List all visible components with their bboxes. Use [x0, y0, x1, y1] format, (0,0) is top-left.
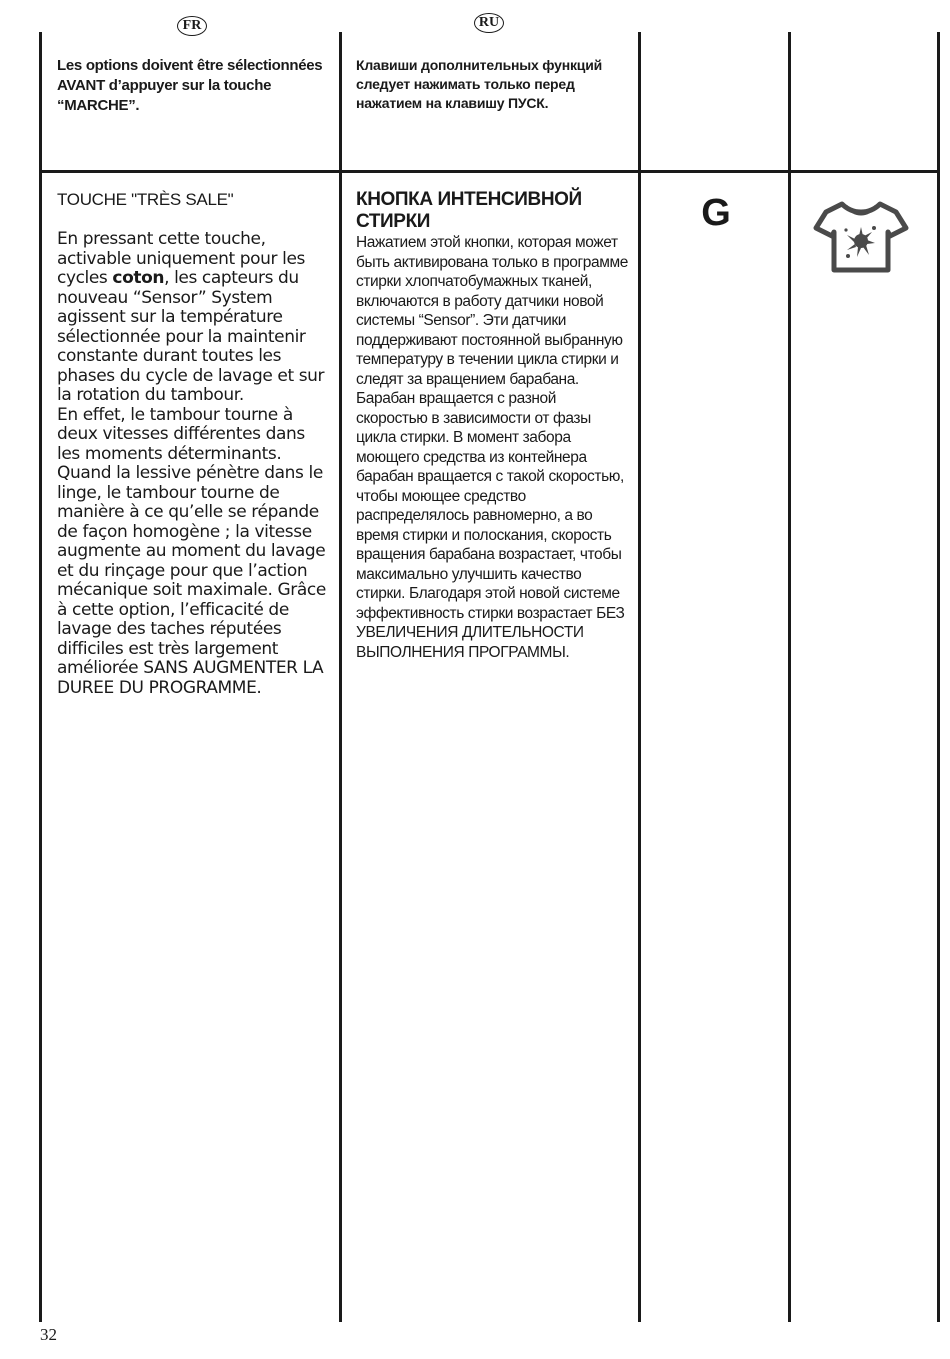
column-rule [788, 32, 791, 1322]
section-title-ru: КНОПКА ИНТЕНСИВНОЙ СТИРКИ [356, 189, 582, 232]
body-emphasis: coton [112, 268, 165, 288]
stained-shirt-icon [812, 198, 910, 274]
body-text: En pressant cette touche, activable uniquement pour les cycles [57, 229, 305, 288]
column-rule [937, 32, 940, 1322]
section-body-fr [57, 230, 332, 698]
note-ru: Клавиши дополнительных функций следует нажимать только перед нажатием на клавишу ПУСК. [356, 57, 603, 111]
language-badge-fr: FR [177, 16, 207, 36]
column-rule [638, 32, 641, 1322]
section-title-fr: TOUCHE "TRÈS SALE" [57, 190, 234, 209]
column-rule [339, 32, 342, 1322]
language-badge-ru: RU [474, 13, 504, 33]
page-number: 32 [40, 1325, 57, 1344]
body-text: , les capteurs du nouveau “Sensor” System agissent sur la température sélectionnée pour la maintenir constante durant toutes les phases du cycle de lavage et sur la rotation du tambour. En effet, le tambour tourne à deux vitesses différentes dans les moments déterminants. Quand la lessive pénètre dans le linge, le tambour tourne de manière à ce qu’elle se répande de façon homogène ; la vitesse augmente au moment du lavage et du rinçage pour que l’action mécanique soit maximale. Grâce à cette option, l’efficacité de lavage des taches réputées difficiles est très largement améliorée SANS AUGMENTER LA DUREE DU PROGRAMME. [57, 268, 326, 698]
note-fr: Les options doivent être sélectionnées AVANT d’appuyer sur la touche “MARCHE”. [57, 57, 323, 114]
row-divider [39, 170, 940, 173]
option-letter: G [701, 192, 731, 234]
section-body-ru: Нажатием этой кнопки, которая может быть активирована только в программе стирки хлопчатобумажных тканей, включаются в работу датчики новой системы “Sensor”. Эти датчики поддерживают постоянной выбранную температуру в течении цикла стирки и следят за вращением барабана. Барабан вращается с разной скоростью в зависимости от фазы цикла стирки. В момент забора моющего средства из контейнера барабан вращается с такой скоростью, чтобы моющее средство распределялось равномерно, а во время стирки и полоскания, скорость вращения барабана возрастает, чтобы максимально улучшить качество стирки. Благодаря этой новой системе эффективность стирки возрастает БЕЗ УВЕЛИЧЕНИЯ ДЛИТЕЛЬНОСТИ ВЫПОЛНЕНИЯ ПРОГРАММЫ. [356, 234, 628, 661]
column-rule [39, 32, 42, 1322]
